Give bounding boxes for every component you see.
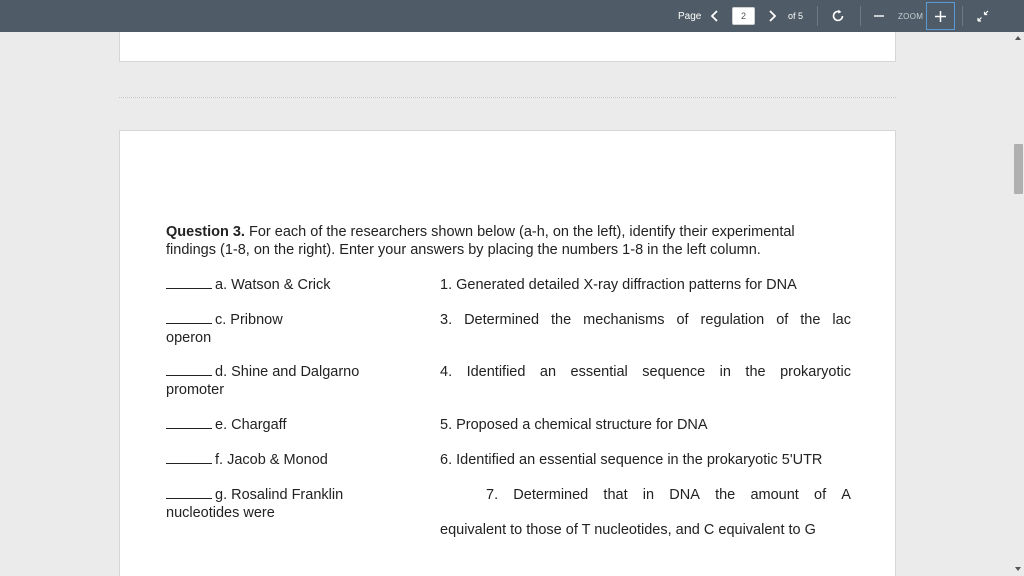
zoom-in-icon	[935, 11, 946, 22]
answer-item-g: g. Rosalind Franklin	[166, 486, 343, 504]
answer-item-c-continuation: operon	[166, 330, 212, 346]
finding-1: 1. Generated detailed X-ray diffraction patterns for DNA	[440, 277, 797, 293]
answer-blank[interactable]	[166, 364, 212, 376]
page-label: Page	[678, 10, 702, 22]
vertical-scrollbar[interactable]	[1012, 32, 1024, 576]
zoom-label: ZOOM	[898, 11, 924, 21]
rotate-icon[interactable]	[831, 0, 845, 32]
answer-blank[interactable]	[166, 277, 212, 289]
finding-5: 5. Proposed a chemical structure for DNA	[440, 417, 708, 433]
answer-item-c: c. Pribnow	[166, 311, 283, 329]
fullscreen-icon[interactable]	[977, 0, 989, 32]
answer-item-f: f. Jacob & Monod	[166, 451, 328, 469]
answer-blank[interactable]	[166, 487, 212, 499]
answer-blank[interactable]	[166, 312, 212, 324]
question-title: Question 3.	[166, 224, 245, 240]
answer-item-e: e. Chargaff	[166, 416, 286, 434]
toolbar-separator	[860, 6, 861, 26]
toolbar-separator	[962, 6, 963, 26]
answer-item-a: a. Watson & Crick	[166, 276, 331, 294]
scroll-up-icon[interactable]	[1015, 36, 1021, 40]
question-intro-line1	[166, 223, 795, 241]
finding-6: 6. Identified an essential sequence in the prokaryotic 5'UTR	[440, 452, 823, 468]
answer-item-d-continuation: promoter	[166, 382, 225, 398]
finding-3: 3. Determined the mechanisms of regulation of the lac	[440, 312, 851, 328]
page-count-label: of 5	[788, 11, 804, 21]
finding-4: 4. Identified an essential sequence in the prokaryotic	[440, 364, 851, 380]
finding-7: 7. Determined that in DNA the amount of A	[486, 487, 851, 503]
current-page	[119, 130, 896, 576]
scroll-down-icon[interactable]	[1015, 567, 1021, 571]
scrollbar-thumb[interactable]	[1014, 144, 1023, 194]
zoom-out-icon[interactable]	[874, 0, 884, 32]
question-intro-text: For each of the researchers shown below (a-h, on the left), identify their experimental	[249, 224, 795, 240]
chevron-right-icon[interactable]	[767, 0, 777, 32]
document-viewer[interactable]	[0, 32, 1024, 576]
chevron-left-icon[interactable]	[710, 0, 720, 32]
finding-7-continuation: equivalent to those of T nucleotides, and C equivalent to G	[440, 522, 816, 538]
page-divider	[119, 97, 896, 98]
previous-page	[119, 32, 896, 62]
page-number-input[interactable]: 2	[732, 7, 755, 25]
toolbar-separator	[817, 6, 818, 26]
pdf-toolbar	[0, 0, 1024, 32]
answer-item-g-continuation: nucleotides were	[166, 505, 275, 521]
zoom-in-button[interactable]	[926, 2, 955, 30]
question-intro-line2: findings (1-8, on the right). Enter your answers by placing the numbers 1-8 in the left column.	[166, 242, 761, 258]
answer-item-d: d. Shine and Dalgarno	[166, 363, 359, 381]
answer-blank[interactable]	[166, 417, 212, 429]
answer-blank[interactable]	[166, 452, 212, 464]
